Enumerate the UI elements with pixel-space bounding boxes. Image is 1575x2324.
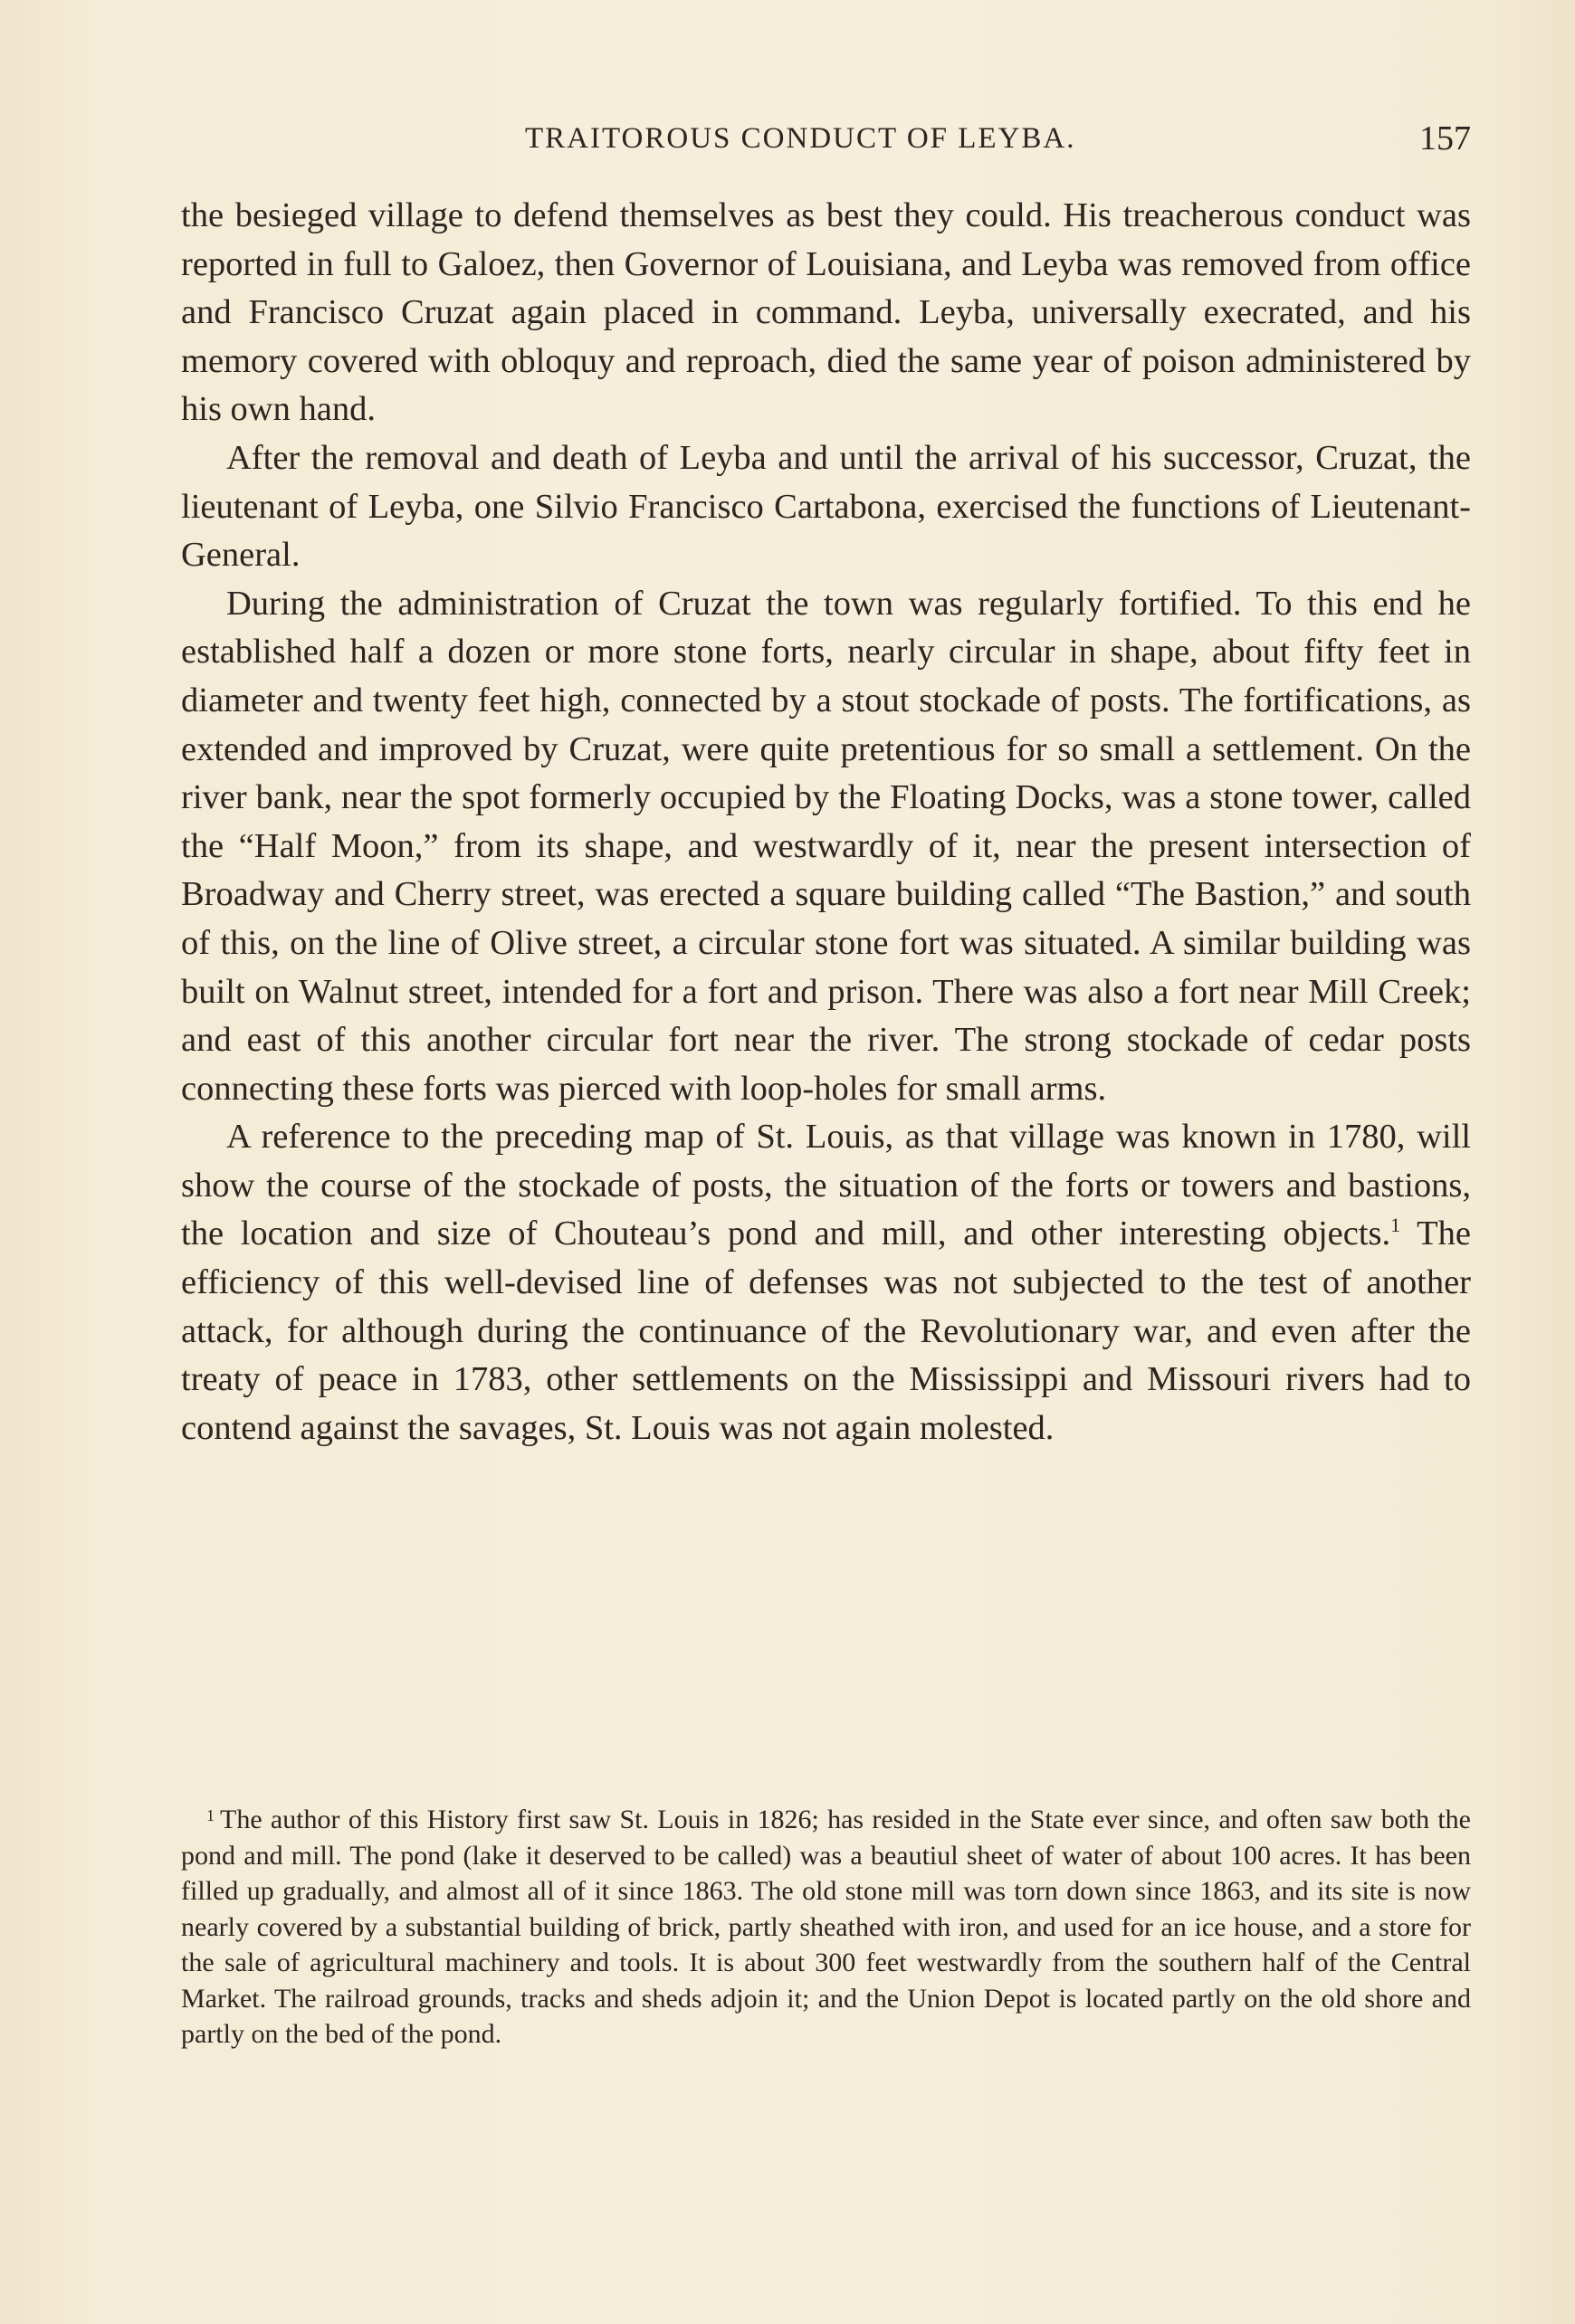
footnote-mark: 1 (206, 1806, 215, 1824)
footnote-text: The author of this History first saw St. Louis in 1826; has resided in the State ever since, and often saw both the pond and mill. The pond (lake it deserved to be called) was a beautiul sheet of water of about 100 acres. It has been filled up gradually, and almost all of it since 1863. The old stone mill was torn down since 1863, and its site is now nearly covered by a substantial building of brick, partly sheathed with iron, and used for an ice house, and a store for the sale of agricultural machinery and tools. It is about 300 feet westwardly from the southern half of the Central Market. The railroad grounds, tracks and sheds adjoin it; and the Union Depot is located partly on the old shore and partly on the bed of the pond. (181, 1805, 1471, 2049)
page-number: 157 (1419, 119, 1471, 157)
footnotes (181, 1798, 1471, 2053)
footnote-reference-mark: 1 (1390, 1214, 1401, 1237)
paragraph-1: the besieged village to defend themselves as best they could. His treacherous conduct was reported in full to Galoez, then Governor of Louisiana, and Leyba was removed from office and Francisco Cruzat again placed in command. Leyba, universally execrated, and his memory covered with obloquy and reproach, died the same year of poison administered by his own hand. (181, 196, 1471, 429)
paragraph-4-text-b: The efficiency of this well-devised line of defenses was not subjected to the test of another attack, for although during the continuance of the Revolutionary war, and even after the treaty of peace in 1783, other settlements on the Mississippi and Missouri rivers had to contend against the savages, St. Louis was not again molested. (181, 1214, 1471, 1447)
body-text (181, 192, 1471, 1452)
paragraph-2: After the removal and death of Leyba and until the arrival of his successor, Cruzat, the lieutenant of Leyba, one Silvio Francisco Cartabona, exercised the functions of Lieutenant-General. (181, 438, 1471, 575)
paragraph-3: During the administration of Cruzat the town was regularly fortified. To this end he established half a dozen or more stone forts, nearly circular in shape, about fifty feet in diameter and twenty feet high, connected by a stout stockade of posts. The fortifications, as extended and improved by Cruzat, were quite pretentious for so small a settlement. On the river bank, near the spot formerly occupied by the Floating Docks, was a stone tower, called the “Half Moon,” from its shape, and westwardly of it, near the present intersection of Broadway and Cherry street, was erected a square building called “The Bastion,” and south of this, on the line of Olive street, a circular stone fort was situated. A similar building was built on Walnut street, intended for a fort and prison. There was also a fort near Mill Creek; and east of this another circular fort near the river. The strong stockade of cedar posts connecting these forts was pierced with loop-holes for small arms. (181, 584, 1471, 1108)
footnote-1 (181, 1798, 1471, 2053)
paragraph-4-text-a: A reference to the preceding map of St. Louis, as that village was known in 1780, will show the course of the stockade of posts, the situation of the forts or towers and bastions, the location and size of Chouteau’s pond and mill, and other interesting objects. (181, 1118, 1471, 1253)
paragraph-4 (181, 1113, 1471, 1452)
running-title: TRAITOROUS CONDUCT OF LEYBA. (525, 122, 1076, 155)
running-head (181, 116, 1471, 161)
